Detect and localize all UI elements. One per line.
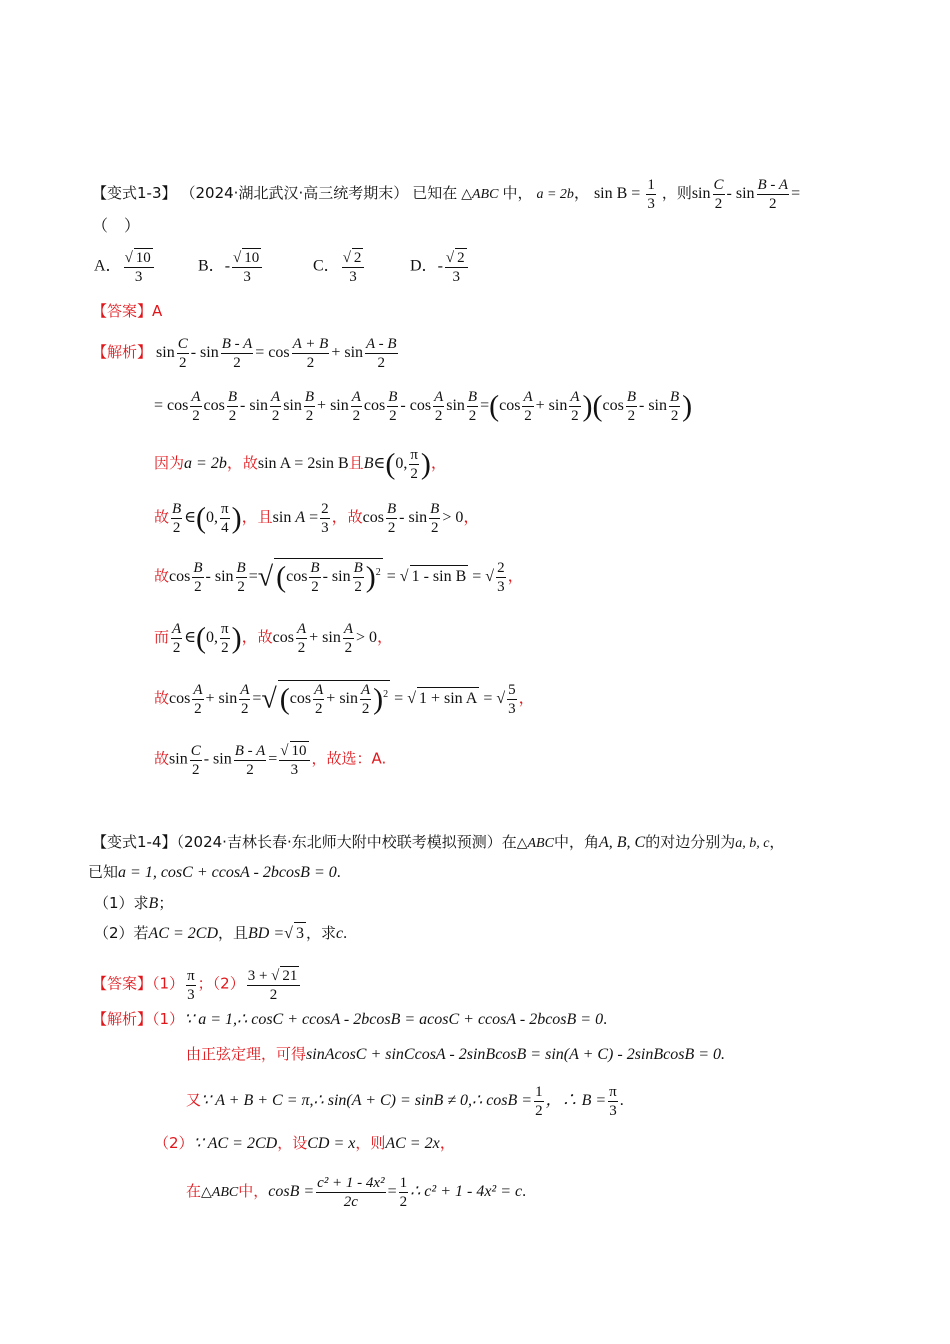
- s2-label: （2）: [154, 1134, 194, 1152]
- q2-text: （2）若: [94, 924, 149, 942]
- problem1-cond1: a = 2b: [536, 187, 574, 203]
- problem1-label: 【变式1-3】: [92, 184, 177, 203]
- s2-then: ，则: [355, 1134, 386, 1152]
- s1-line2-cn: 由正弦定理，可得: [186, 1045, 307, 1063]
- s2-cos-lhs: cosB =: [268, 1183, 315, 1201]
- analysis-label: 【解析】: [92, 343, 153, 362]
- gt0-1: > 0: [442, 509, 464, 527]
- q2-mid2: ，求: [305, 924, 336, 942]
- analysis-line-3: 因为a = 2b，故sin A = 2sin B且B∈(0, $\frac{\pi}{2}$ )，: [154, 447, 447, 482]
- problem1-answer: [92, 300, 162, 322]
- s1-line2-eq: sinAcosC + sinCcosA - 2sinBcosB = sin(A + C) - 2sinBcosB = 0.: [306, 1046, 726, 1063]
- option-d-letter: D．: [410, 257, 438, 275]
- so-text-6: 故: [154, 689, 170, 708]
- problem2-q1: [94, 892, 173, 915]
- problem2-stem1: 在: [501, 833, 517, 851]
- q2-end: .: [343, 925, 348, 942]
- answer-label: 【答案】: [92, 302, 153, 320]
- problem2-analysis-2: [186, 1043, 725, 1066]
- analysis-line-8: 故sin $\frac{C}{2}$ - sin $\frac{B - A}{2}$ = $\frac{√ 10}{3}$ ，故选：A.: [154, 742, 387, 778]
- problem2-label: 【变式1-4】: [92, 833, 177, 851]
- analysis-line-5: 故cos $\frac{B}{2}$ - sin $\frac{B}{2}$ =√ (cos $\frac{B}{2}$ - sin $\frac{B}{2}$ )$^2$ = √ 1 - sin B = √ $\frac{2}{3}$ ，: [154, 560, 524, 595]
- so-text-7: 故: [154, 749, 170, 768]
- q1-end: ；: [158, 894, 174, 912]
- so-text-4: 故: [154, 567, 170, 586]
- problem1-cond2-lhs: sin B =: [593, 185, 641, 203]
- analysis-line-2: = cos $\frac{A}{2}$ cos $\frac{B}{2}$ - sin $\frac{A}{2}$ sin $\frac{B}{2}$ + sin $\frac{A}{2}$ cos $\frac{B}{2}$ - cos $\frac{A}{2}$ sin $\frac{B}{2}$ =(cos $\frac{A}{2}$ + sin $\frac{A}{2}$ )(cos $\frac{B}{2}$ - sin $\frac{B}{2}$ ): [154, 389, 693, 424]
- analysis-sinA: sin A = 2sin B: [257, 455, 349, 473]
- option-c[interactable]: C． $\frac{√ 2}{3}$: [313, 248, 366, 286]
- problem1-cond2-frac: $\frac{1}{3}$: [647, 177, 655, 212]
- so-text-3: 故: [347, 508, 363, 527]
- s2-eq1: ∵ AC = 2CD: [193, 1135, 278, 1152]
- q2-eq1: AC = 2CD: [148, 925, 219, 942]
- problem2-answer: 【答案】（1） $\frac{\pi}{3}$ ；（2） $\frac{3 + √ 21}{2}$: [92, 966, 302, 1004]
- problem2-stem3: 的对边分别为: [645, 833, 736, 851]
- ans-sep: ；: [197, 974, 213, 993]
- option-a-letter: A．: [94, 257, 122, 275]
- s1-line3-tail: ，∴ B =: [545, 1092, 607, 1110]
- problem1-stem-prefix: 已知在: [412, 184, 458, 203]
- s2-eq3: AC = 2x: [385, 1135, 440, 1152]
- choose-text: ，故选：A.: [311, 749, 387, 768]
- s1-eq: ∵ a = 1,∴ cosC + ccosA - 2bcosB = acosC + ccosA - 2bcosB = 0: [184, 1011, 604, 1028]
- problem2-analysis-1: 【解析】（1）∵ a = 1,∴ cosC + ccosA - 2bcosB = acosC + ccosA - 2bcosB = 0.: [92, 1010, 608, 1028]
- problem2-triangle: △ABC: [516, 836, 554, 851]
- analysis2-label: 【解析】: [92, 1010, 153, 1028]
- and-text-1: 且: [348, 454, 364, 473]
- so-text-5: 故: [257, 628, 273, 647]
- problem2-q2: （2）若AC = 2CD，且BD =√ 3 ，求c.: [94, 922, 347, 945]
- problem2-source: （2024·吉林长春·东北师大附中校联考模拟预测）: [176, 833, 502, 851]
- q1-var: B: [148, 895, 159, 912]
- problem1-stem-mid: 中，: [502, 184, 533, 203]
- option-a[interactable]: A． $\frac{√ 10}{3}$: [94, 248, 156, 286]
- analysis-line-7: 故cos $\frac{A}{2}$ + sin $\frac{A}{2}$ =√ (cos $\frac{A}{2}$ + sin $\frac{A}{2}$ )$^2$ = √ 1 + sin A = √ $\frac{5}{3}$ ，: [154, 682, 535, 717]
- because-text: 因为: [154, 454, 185, 473]
- problem2-angles: A, B, C: [598, 834, 646, 851]
- q2-mid: ，且: [218, 924, 249, 942]
- one-minus-sinB: 1 - sin B: [410, 565, 469, 588]
- problem1-stem: 【变式1-3】 （2024·湖北武汉·高三统考期末） 已知在 △ABC 中， a = 2b， sin B = $\frac{1}{3}$ ，则sin $\frac{C}{2}$ - sin $\frac{B - A}{2}$ =: [92, 177, 801, 212]
- gt0-2: > 0: [356, 629, 378, 647]
- so-text-2: 故: [154, 508, 170, 527]
- problem1-blank: （ ）: [92, 218, 141, 235]
- s1-label: （1）: [152, 1010, 185, 1028]
- analysis-line-4: 故 $\frac{B}{2}$ ∈(0, $\frac{\pi}{4}$ )，且sin A = $\frac{2}{3}$ ，故cos $\frac{B}{2}$ - sin $\frac{B}{2}$ > 0，: [154, 501, 480, 536]
- problem1-triangle: △ABC: [461, 187, 499, 203]
- problem2-known: 已知a = 1, cosC + ccosA - 2bcosB = 0.: [88, 863, 341, 881]
- problem2-stem2: 中，角: [553, 833, 599, 851]
- answer-value: A: [152, 302, 163, 320]
- s2-mid: 中，: [238, 1182, 269, 1201]
- problem2-comma: ，: [769, 833, 785, 851]
- s2-tail: ∴ c² + 1 - 4x² = c: [410, 1183, 523, 1201]
- s2-eq2: CD = x: [307, 1135, 356, 1152]
- q2-var: c: [335, 925, 344, 942]
- problem2-analysis-4: （2）∵ AC = 2CD，设CD = x，则AC = 2x，: [154, 1134, 456, 1152]
- option-c-letter: C．: [313, 257, 340, 275]
- s1-line3-eq: ∵ A + B + C = π,∴ sin(A + C) = sinB ≠ 0,∴ cosB =: [201, 1092, 533, 1110]
- analysis-line-1: 【解析】 sin $\frac{C}{2}$ - sin $\frac{B - A}{2}$ = cos $\frac{A + B}{2}$ + sin $\frac{A - B}{2}$: [92, 336, 397, 371]
- s2-set: ，设: [277, 1134, 308, 1152]
- analysis-cond1: a = 2b: [184, 455, 227, 473]
- ans1-label: （1）: [152, 974, 185, 993]
- s2-triangle: △ABC: [201, 1185, 239, 1201]
- q2-eq2-rad: 3: [294, 922, 306, 945]
- option-b[interactable]: B．- $\frac{√ 10}{3}$: [198, 248, 264, 286]
- option-b-letter: B．: [198, 257, 225, 275]
- one-plus-sinA: 1 + sin A: [417, 687, 479, 710]
- so-text-1: 故: [242, 454, 258, 473]
- problem2-stem: [92, 831, 784, 855]
- s1-line3-cn: 又: [186, 1091, 202, 1110]
- analysis-line-6: 而 $\frac{A}{2}$ ∈(0, $\frac{\pi}{2}$ )，故cos $\frac{A}{2}$ + sin $\frac{A}{2}$ > 0，: [154, 621, 394, 656]
- q2-eq2-lhs: BD =: [248, 925, 285, 942]
- problem2-sides: a, b, c: [735, 836, 770, 851]
- problem1-ask-prefix: ，则: [661, 184, 692, 203]
- s2-in: 在: [186, 1182, 202, 1201]
- answer2-label: 【答案】: [92, 974, 153, 993]
- but-text: 而: [154, 628, 170, 647]
- known-text: 已知: [88, 863, 119, 881]
- q1-text: （1）求: [94, 894, 149, 912]
- ans2-label: （2）: [212, 974, 245, 993]
- option-d[interactable]: D．- $\frac{√ 2}{3}$: [410, 248, 470, 286]
- known-eq: a = 1, cosC + ccosA - 2bcosB = 0: [118, 864, 337, 881]
- and-text-2: 且: [257, 508, 273, 527]
- problem2-analysis-3: 又∵ A + B + C = π,∴ sin(A + C) = sinB ≠ 0,∴ cosB = $\frac{1}{2}$ ，∴ B = $\frac{\pi}{3}$ .: [186, 1084, 624, 1119]
- problem1-source: （2024·湖北武汉·高三统考期末）: [180, 184, 409, 203]
- problem2-analysis-5: 在△ABC中，cosB = $\frac{\text{c² + 1 - 4x²}}{2c}$ = $\frac{1}{2}$ ∴ c² + 1 - 4x² = c.: [186, 1175, 527, 1210]
